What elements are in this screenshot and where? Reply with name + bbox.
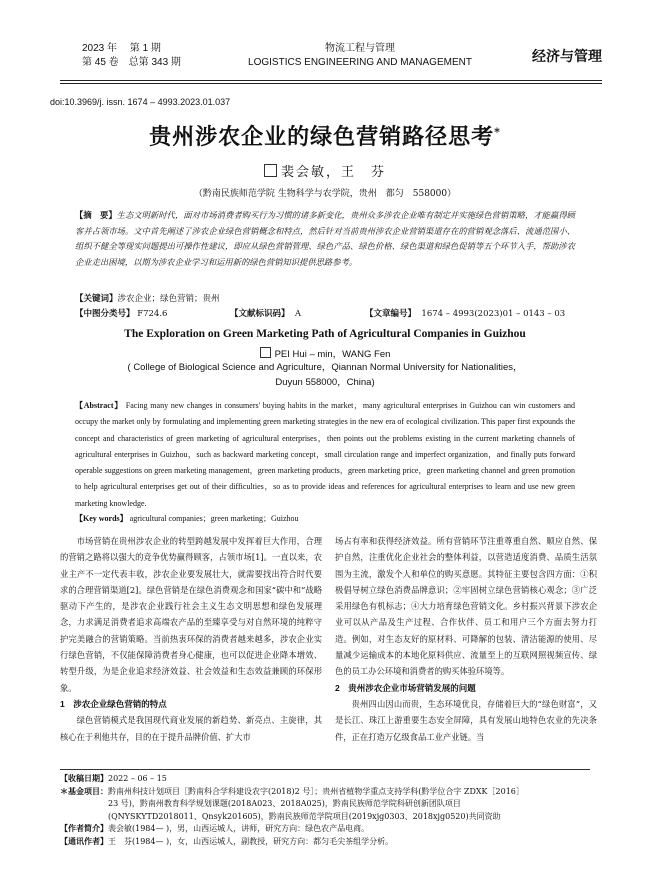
paper-title (0, 120, 650, 151)
keywords-cn-label: 【关键词】 (75, 294, 118, 304)
header-rule (60, 80, 602, 81)
paragraph: 场占有率和获得经济效益。所有营销环节注重尊重自然、顺应自然、保护自然，注重优化企业社会的整体利益，以营造适度消费、品质生活氛围为主流，激发个人和单位的购买意愿。其特征主要包含四方面：①积极倡导树立绿色消费品牌意识；②牢固树立绿色营销核心观念；③广泛采用绿色有机标志；④大力培育绿色营销文化。乡村振兴背景下涉农企业可以从产品及生产过程、合作伙伴、员工和用户三个方面去努力打造。例如，对生态友好的原材料、可降解的包装、清洁能源的使用、尽量减少运输成本的本地化原料供应、流量至上的互联网照视频宣传、绿色的员工办公环境和消费者的购买体验环境等。 (335, 536, 597, 677)
corresponding-author (60, 836, 590, 849)
author-bio-text: 裴会敏(1984— )，男，山西运城人，讲师，研究方向：绿色农产品电商。 (108, 824, 370, 833)
english-affiliation-line1: ( College of Biological Science and Agriculture，Qiannan Normal University for Nationalities， (127, 362, 523, 373)
authors (0, 161, 650, 180)
section-name: 经济与管理 (532, 48, 602, 64)
journal-name (210, 42, 510, 70)
abstract-cn (75, 208, 575, 270)
section-heading: 2 贵州涉农企业市场营销发展的问题 (335, 682, 476, 693)
doc-code-value: A (294, 309, 302, 319)
author-bio-label: 【作者简介】 (60, 824, 108, 833)
english-author-names: PEI Hui – min，WANG Fen (274, 349, 391, 360)
paragraph: 绿色营销模式是我国现代商业发展的新趋势、新亮点、主旋律，其核心在于利他共存，目的在于提升品牌价值、扩大市 (60, 715, 322, 742)
footnotes (60, 773, 590, 848)
paragraph: 市场营销在贵州涉农企业的转型跨越发展中发挥着巨大作用，合理的营销之路将以强大的竞争优势赢得顾客，占领市场[1]。一直以来，农业主产不一定代表丰收，涉农企业要发展壮大，就需要找出符合时代要求的合理营销渠道[2]。绿色营销是在绿色消费观念和国家“碳中和”战略驱动下产生的，是涉农企业践行社会主义生态文明思想和绿色发展理念，力求满足消费者追求高端农产品的至臻享受与对自然环境的纯粹守护完美融合的营销策略。当前热衷环保的消费者越来越多，涉农企业实行绿色营销，不仅能保障消费者身心健康，也可以促进企业降本增效、转型升级，为是企业追求经济效益、社会效益和生态效益兼顾的环保形象。 (60, 536, 322, 693)
checkbox-icon (260, 347, 271, 358)
corresponding-label: 【通讯作者】 (60, 836, 108, 846)
received-label: 【收稿日期】 (60, 774, 108, 783)
keywords-cn-text: 涉农企业；绿色营销；贵州 (117, 294, 220, 304)
abstract-en-text: Facing many new changes in consumers' buying habits in the market，many agricultural enterprises in Guizhou can win customers and occupy the market only by formulating and implementing green marketing strategies in the new era of ecological civilization. This paper first expounds the concept and characteristics of green marketing of agricultural enterprises，then points out the problems existing in the current marketing channels of agricultural enterprises in Guizhou，such as backward marketing concept，small circulation range and imperfect organization，and finally puts forward operable suggestions on green marketing management，green marketing products，green marketing price，green marketing channel and green promotion to help agricultural enterprises get out of their difficulties，so as to provide ideas and references for agricultural enterprises to learn and use new green marketing knowledge. (75, 401, 575, 508)
keywords-en (75, 513, 299, 524)
section-heading: 1 涉农企业绿色营销的特点 (60, 698, 167, 709)
keywords-en-text: agricultural companies；green marketing；Guizhou (129, 514, 299, 523)
journal-name-cn: 物流工程与管理 (325, 43, 395, 54)
fund-line-3: (QNYSKYTD2018011、Qnsyk201605)，黔南民族师范学院项目(2019xjg0303、2018xjg0520)共同资助 (108, 811, 501, 821)
title-text: 贵州涉农企业的绿色营销路径思考 (149, 124, 495, 150)
english-title: The Exploration on Green Marketing Path of Agricultural Companies in Guizhou (124, 328, 526, 340)
article-no-label: 【文章编号】 (365, 309, 417, 319)
corresponding-text: 王 芬(1984— )，女，山西运城人，副教授，研究方向：都匀毛尖茶组学分析。 (108, 836, 394, 846)
abstract-en (75, 398, 575, 512)
body-left-column (60, 533, 322, 745)
journal-name-en: LOGISTICS ENGINEERING AND MANAGEMENT (248, 57, 472, 68)
fund-text-1: 黔南州科技计划项目［黔南科合学科建设农字(2018)2 号］；贵州省植物学重点支持学科(黔学位合字 ZDXK［2016］ (108, 786, 524, 796)
abstract-cn-text: 生态文明新时代，面对市场消费者购买行为习惯的诸多新变化，贵州众多涉农企业唯有制定并实施绿色营销策略，才能赢得顾客并占领市场。文中首先阐述了涉农企业绿色营销概念和特点，然后针对当前贵州涉农企业营销渠道存在的营销观念落后、流通范围小、组织不健全等现实问题提出可操作性建议，即应从绿色营销管理、绿色产品、绿色价格、绿色渠道和绿色促销等五个环节入手，帮助涉农企业走出困境，以期为涉农企业学习和运用新的绿色营销知识提供思路参考。 (75, 210, 575, 267)
received-value: 2022 – 06 – 15 (108, 774, 167, 783)
keywords-cn (75, 292, 220, 304)
clc-label: 【中图分类号】 (75, 309, 135, 319)
clc-field (75, 307, 167, 319)
fund-label: ＊基金项目： (60, 786, 108, 796)
paragraph: 贵州四山因山而贵，生态环境优良，存储着巨大的“绿色财富”，又是长江、珠江上游重要生态安全屏障，具有发展山地特色农业的先决条件，正在打造万亿级食品工业产业链。当 (335, 698, 597, 742)
doc-code-field (230, 307, 301, 319)
author-bio (60, 823, 590, 836)
fund-line-2: 23 号)，黔南州教育科学规划课题(2018A023、2018A025)，黔南民族师范学院科研创新团队项目 (108, 799, 461, 808)
abstract-cn-label: 【摘 要】 (75, 210, 117, 220)
footnote-rule (60, 769, 590, 770)
english-affiliation (100, 360, 550, 390)
checkbox-icon (264, 164, 277, 177)
affiliation: （黔南民族师范学院 生物科学与农学院，贵州 都匀 558000） (193, 189, 457, 199)
english-authors (0, 346, 650, 360)
keywords-en-label: 【Key words】 (75, 514, 128, 523)
doi: doi:10.3969/j. issn. 1674 – 4993.2023.01.037 (50, 97, 231, 107)
received-date (60, 773, 590, 786)
clc-value: F724.6 (137, 309, 168, 319)
year-issue: 2023 年 第 1 期 (82, 43, 161, 54)
fund-line-1 (60, 786, 590, 799)
journal-header (60, 40, 602, 84)
issue-info (82, 42, 181, 70)
abstract-en-label: 【Abstract】 (75, 401, 124, 410)
article-no-value: 1674 – 4993(2023)01 – 0143 – 03 (421, 309, 566, 319)
header-rule-thin (60, 83, 602, 84)
english-affiliation-line2: Duyun 558000，China) (275, 377, 375, 388)
author-names: 裴会敏，王 芬 (280, 165, 386, 180)
volume-pages: 第 45 卷 总第 343 期 (82, 57, 181, 68)
body-right-column (335, 533, 597, 745)
doc-code-label: 【文献标识码】 (230, 309, 290, 319)
title-footnote-mark: * (494, 125, 501, 139)
article-no-field (365, 307, 565, 319)
